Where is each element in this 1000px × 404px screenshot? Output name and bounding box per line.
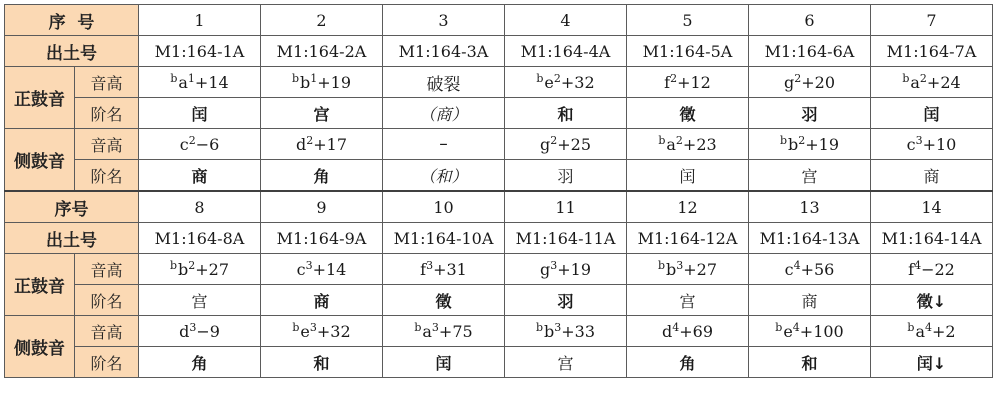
step-name-cell: 闰 — [627, 160, 749, 192]
front-pitch-row — [5, 254, 993, 285]
pitch-subheader: 音高 — [75, 254, 139, 285]
pitch-cell — [383, 316, 505, 347]
cent-deviation: +23 — [682, 135, 717, 154]
pitch-letter: d — [295, 135, 307, 154]
serial-cell: 12 — [627, 191, 749, 223]
step-name-cell: 宫 — [627, 285, 749, 316]
step-name-cell: 商 — [871, 160, 993, 192]
pitch-cell — [261, 316, 383, 347]
origin-cell: M1:164-13A — [749, 223, 871, 254]
step-name-cell: 徵 — [627, 98, 749, 129]
octave-number: 3 — [431, 321, 439, 334]
step-name-cell: 和 — [261, 347, 383, 378]
pitch-letter: b — [788, 135, 799, 154]
octave-number: 4 — [914, 259, 922, 272]
cent-deviation: +27 — [683, 260, 718, 279]
pitch-subheader: 音高 — [75, 129, 139, 160]
pitch-letter: b — [300, 73, 311, 92]
step-name-cell: 闰 — [383, 347, 505, 378]
flat-sign: b — [902, 72, 910, 85]
pitch-cell — [383, 67, 505, 98]
pitch-letter: g — [539, 260, 551, 279]
origin-cell: M1:164-14A — [871, 223, 993, 254]
pitch-letter: d — [179, 322, 190, 341]
octave-number: 4 — [925, 321, 932, 334]
pitch-letter: a — [915, 322, 925, 341]
octave-number: 3 — [189, 321, 197, 334]
step-name-cell: 徵↓ — [871, 285, 993, 316]
side-tone-header: 侧鼓音 — [5, 316, 75, 378]
pitch-cell — [505, 129, 627, 160]
step-name-cell: 角 — [627, 347, 749, 378]
serial-row — [5, 191, 993, 223]
step-subheader: 阶名 — [75, 347, 139, 378]
pitch-letter: c — [784, 260, 794, 279]
front-step-row — [5, 285, 993, 316]
front-pitch-row — [5, 67, 993, 98]
octave-number: 4 — [793, 259, 801, 272]
step-name-cell: 宫 — [261, 98, 383, 129]
cent-deviation: +19 — [317, 73, 352, 92]
pitch-cell — [749, 254, 871, 285]
flat-sign: b — [170, 72, 178, 85]
origin-cell: M1:164-12A — [627, 223, 749, 254]
pitch-letter: a — [422, 322, 432, 341]
step-name-cell: 宫 — [749, 160, 871, 192]
cent-deviation: +32 — [316, 322, 351, 341]
origin-header: 出土号 — [5, 36, 139, 67]
pitch-letter: a — [666, 135, 676, 154]
pitch-cell — [749, 316, 871, 347]
serial-cell: 10 — [383, 191, 505, 223]
step-subheader: 阶名 — [75, 98, 139, 129]
step-name-cell: 商 — [139, 160, 261, 192]
step-name-cell: 闰 — [871, 98, 993, 129]
side-pitch-row — [5, 316, 993, 347]
octave-number: 3 — [309, 321, 317, 334]
origin-cell: M1:164-11A — [505, 223, 627, 254]
pitch-cell — [383, 129, 505, 160]
pitch-cell — [139, 67, 261, 98]
cent-deviation: +27 — [195, 260, 230, 279]
serial-cell: 3 — [383, 5, 505, 36]
origin-cell: M1:164-3A — [383, 36, 505, 67]
flat-sign: b — [535, 321, 544, 334]
step-name-cell: 羽 — [749, 98, 871, 129]
serial-cell: 14 — [871, 191, 993, 223]
pitch-letter: f — [664, 73, 671, 92]
pitch-cell — [139, 316, 261, 347]
octave-number: 2 — [553, 72, 561, 85]
step-name-cell: 商 — [261, 285, 383, 316]
cent-deviation: +12 — [677, 73, 711, 92]
flat-sign: b — [414, 321, 422, 334]
origin-cell: M1:164-1A — [139, 36, 261, 67]
pitch-letter: c — [296, 260, 306, 279]
pitch-letter: e — [544, 73, 554, 92]
octave-number: 3 — [915, 134, 923, 147]
flat-sign: b — [775, 321, 783, 334]
step-subheader: 阶名 — [75, 285, 139, 316]
origin-cell: M1:164-9A — [261, 223, 383, 254]
pitch-subheader: 音高 — [75, 67, 139, 98]
octave-number: 2 — [794, 72, 802, 85]
pitch-subheader: 音高 — [75, 316, 139, 347]
serial-row — [5, 5, 993, 36]
pitch-letter: f — [908, 260, 915, 279]
octave-number: 2 — [188, 134, 196, 147]
octave-number: 2 — [798, 134, 806, 147]
pitch-letter: e — [783, 322, 793, 341]
pitch-cell — [505, 316, 627, 347]
side-pitch-row — [5, 129, 993, 160]
octave-number: 2 — [670, 72, 678, 85]
step-name-cell: 和 — [749, 347, 871, 378]
step-name-cell: 宫 — [139, 285, 261, 316]
origin-header: 出土号 — [5, 223, 139, 254]
pitch-letter: a — [178, 73, 188, 92]
cent-deviation: +2 — [932, 322, 956, 341]
step-name-cell: （商） — [383, 98, 505, 129]
side-tone-header: 侧鼓音 — [5, 129, 75, 192]
step-name-cell: （和） — [383, 160, 505, 192]
pitch-letter: e — [300, 322, 310, 341]
pitch-cell — [261, 254, 383, 285]
cent-deviation: +14 — [312, 260, 347, 279]
origin-row — [5, 36, 993, 67]
pitch-cell — [871, 129, 993, 160]
step-name-cell: 商 — [749, 285, 871, 316]
octave-number: 3 — [305, 259, 313, 272]
origin-cell: M1:164-2A — [261, 36, 383, 67]
octave-number: 1 — [310, 72, 318, 85]
cent-deviation: −9 — [196, 322, 220, 341]
cent-deviation: +17 — [313, 135, 347, 154]
step-name-cell: 角 — [261, 160, 383, 192]
serial-cell: 5 — [627, 5, 749, 36]
serial-cell: 2 — [261, 5, 383, 36]
pitch-letter: a — [910, 73, 920, 92]
pitch-measurement-table — [4, 4, 993, 378]
pitch-letter: b — [666, 260, 677, 279]
pitch-cell — [505, 254, 627, 285]
octave-number: 3 — [550, 259, 558, 272]
serial-cell: 13 — [749, 191, 871, 223]
front-tone-header: 正鼓音 — [5, 254, 75, 316]
flat-sign: b — [907, 321, 915, 334]
cent-deviation: +75 — [438, 322, 473, 341]
serial-header: 序号 — [5, 191, 139, 223]
cent-deviation: +32 — [560, 73, 595, 92]
serial-cell: 11 — [505, 191, 627, 223]
pitch-letter: c — [179, 135, 189, 154]
pitch-cell — [139, 254, 261, 285]
flat-sign: b — [291, 72, 300, 85]
octave-number: 3 — [676, 259, 684, 272]
pitch-cell — [871, 254, 993, 285]
pitch-letter: f — [420, 260, 427, 279]
pitch-cell — [871, 316, 993, 347]
pitch-cell — [749, 67, 871, 98]
cent-deviation: +10 — [922, 135, 957, 154]
flat-sign: b — [292, 321, 300, 334]
step-name-cell: 角 — [139, 347, 261, 378]
front-tone-header: 正鼓音 — [5, 67, 75, 129]
origin-row — [5, 223, 993, 254]
octave-number: 4 — [672, 321, 680, 334]
cent-deviation: +33 — [561, 322, 596, 341]
origin-cell: M1:164-7A — [871, 36, 993, 67]
step-name-cell: 羽 — [505, 160, 627, 192]
pitch-cell — [627, 254, 749, 285]
pitch-cell — [871, 67, 993, 98]
cent-deviation: +25 — [557, 135, 591, 154]
pitch-cell — [505, 67, 627, 98]
front-step-row — [5, 98, 993, 129]
cent-deviation: +56 — [800, 260, 835, 279]
octave-number: 1 — [187, 72, 195, 85]
cent-deviation: −22 — [921, 260, 955, 279]
serial-cell: 9 — [261, 191, 383, 223]
step-name-cell: 闰↓ — [871, 347, 993, 378]
step-name-cell: 宫 — [505, 347, 627, 378]
pitch-cell — [627, 67, 749, 98]
pitch-letter: d — [661, 322, 673, 341]
cent-deviation: +69 — [679, 322, 713, 341]
octave-number: 2 — [675, 134, 683, 147]
octave-number: 2 — [550, 134, 558, 147]
flat-sign: b — [658, 134, 666, 147]
serial-header: 序 号 — [5, 5, 139, 36]
cent-deviation: +24 — [926, 73, 961, 92]
step-name-cell: 闰 — [139, 98, 261, 129]
flat-sign: b — [169, 259, 178, 272]
pitch-cell — [139, 129, 261, 160]
pitch-cell — [261, 67, 383, 98]
serial-cell: 6 — [749, 5, 871, 36]
side-step-row — [5, 347, 993, 378]
cent-deviation: +20 — [801, 73, 835, 92]
octave-number: 2 — [919, 72, 927, 85]
pitch-letter: g — [539, 135, 551, 154]
step-name-cell: 羽 — [505, 285, 627, 316]
octave-number: 3 — [426, 259, 434, 272]
cent-deviation: +19 — [805, 135, 840, 154]
octave-number: 3 — [554, 321, 562, 334]
cent-deviation: +100 — [799, 322, 844, 341]
origin-cell: M1:164-10A — [383, 223, 505, 254]
octave-number: 2 — [306, 134, 314, 147]
step-name-cell: 徵 — [383, 285, 505, 316]
pitch-letter: c — [906, 135, 916, 154]
flat-sign: b — [779, 134, 788, 147]
pitch-cell — [627, 316, 749, 347]
cent-deviation: +31 — [433, 260, 467, 279]
flat-sign: b — [657, 259, 666, 272]
octave-number: 2 — [188, 259, 196, 272]
pitch-cell — [383, 254, 505, 285]
pitch-note-text: 破裂 — [426, 74, 461, 95]
step-subheader: 阶名 — [75, 160, 139, 192]
origin-cell: M1:164-8A — [139, 223, 261, 254]
pitch-cell — [261, 129, 383, 160]
serial-cell: 7 — [871, 5, 993, 36]
pitch-letter: b — [544, 322, 555, 341]
side-step-row — [5, 160, 993, 192]
step-name-cell: 和 — [505, 98, 627, 129]
pitch-note-text: – — [439, 134, 448, 154]
cent-deviation: +14 — [194, 73, 229, 92]
origin-cell: M1:164-4A — [505, 36, 627, 67]
serial-cell: 4 — [505, 5, 627, 36]
origin-cell: M1:164-6A — [749, 36, 871, 67]
serial-cell: 8 — [139, 191, 261, 223]
pitch-letter: b — [178, 260, 189, 279]
origin-cell: M1:164-5A — [627, 36, 749, 67]
serial-cell: 1 — [139, 5, 261, 36]
pitch-letter: g — [783, 73, 795, 92]
cent-deviation: +19 — [557, 260, 591, 279]
flat-sign: b — [536, 72, 544, 85]
pitch-cell — [749, 129, 871, 160]
octave-number: 4 — [792, 321, 800, 334]
cent-deviation: −6 — [195, 135, 220, 154]
pitch-cell — [627, 129, 749, 160]
